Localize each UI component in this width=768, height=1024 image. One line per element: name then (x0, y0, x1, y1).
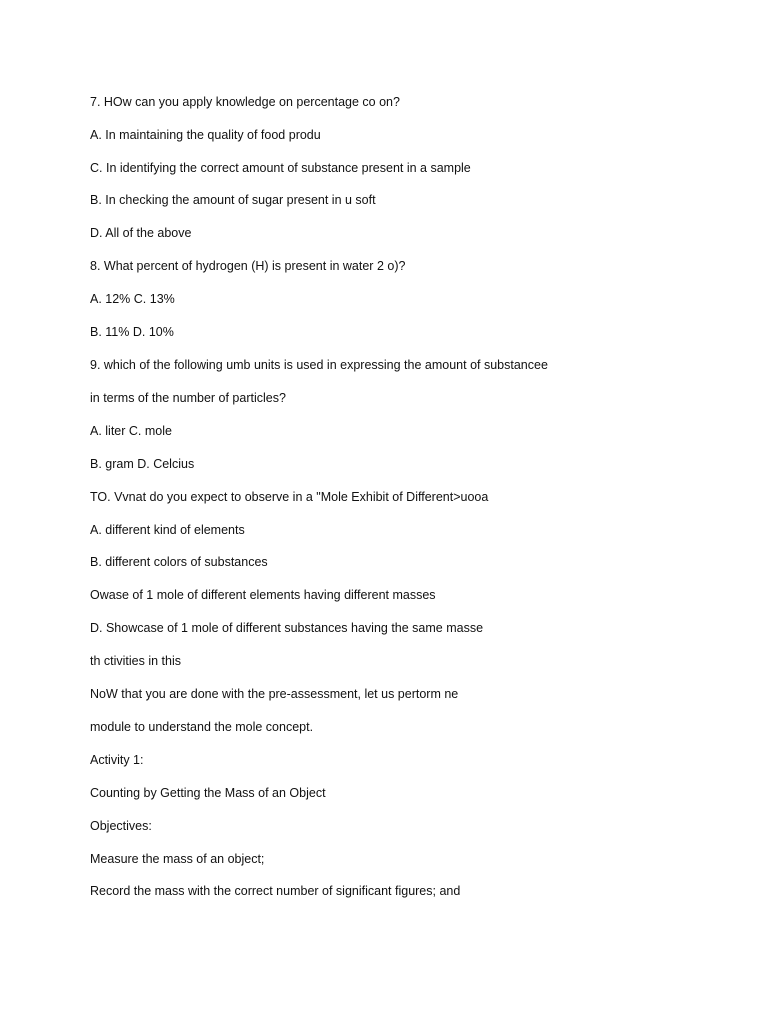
question-7: 7. HOw can you apply knowledge on percentage co on? (90, 95, 400, 109)
objectives-heading: Objectives: (90, 819, 152, 833)
question-9: 9. which of the following umb units is used in expressing the amount of substancee (90, 358, 548, 372)
q8-options-b-d: B. 11% D. 10% (90, 325, 174, 339)
q10-option-c: Owase of 1 mole of different elements having different masses (90, 588, 436, 602)
question-10: TO. Vvnat do you expect to observe in a "Mole Exhibit of Different>uooa (90, 490, 489, 504)
q9-options-b-d: B. gram D. Celcius (90, 457, 195, 471)
q7-option-b: B. In checking the amount of sugar present in u soft (90, 193, 376, 207)
activity-heading: Activity 1: (90, 753, 144, 767)
q9-options-a-c: A. liter C. mole (90, 424, 172, 438)
q7-option-c: C. In identifying the correct amount of substance present in a sample (90, 161, 471, 175)
activity-title: Counting by Getting the Mass of an Object (90, 786, 326, 800)
question-8: 8. What percent of hydrogen (H) is present in water 2 o)? (90, 259, 406, 273)
question-9-continued: in terms of the number of particles? (90, 391, 286, 405)
intro-paragraph-line-1: NoW that you are done with the pre-assessment, let us pertorm ne (90, 687, 459, 701)
q10-option-b: B. different colors of substances (90, 555, 268, 569)
q7-option-a: A. In maintaining the quality of food produ (90, 128, 321, 142)
q8-options-a-c: A. 12% C. 13% (90, 292, 175, 306)
q7-option-d: D. All of the above (90, 226, 192, 240)
q10-option-a: A. different kind of elements (90, 523, 245, 537)
objective-2: Record the mass with the correct number of significant figures; and (90, 884, 461, 898)
q10-option-d: D. Showcase of 1 mole of different substances having the same masse (90, 621, 484, 635)
intro-paragraph-line-2: module to understand the mole concept. (90, 720, 314, 734)
objective-1: Measure the mass of an object; (90, 852, 265, 866)
activities-fragment: th ctivities in this (90, 654, 182, 668)
